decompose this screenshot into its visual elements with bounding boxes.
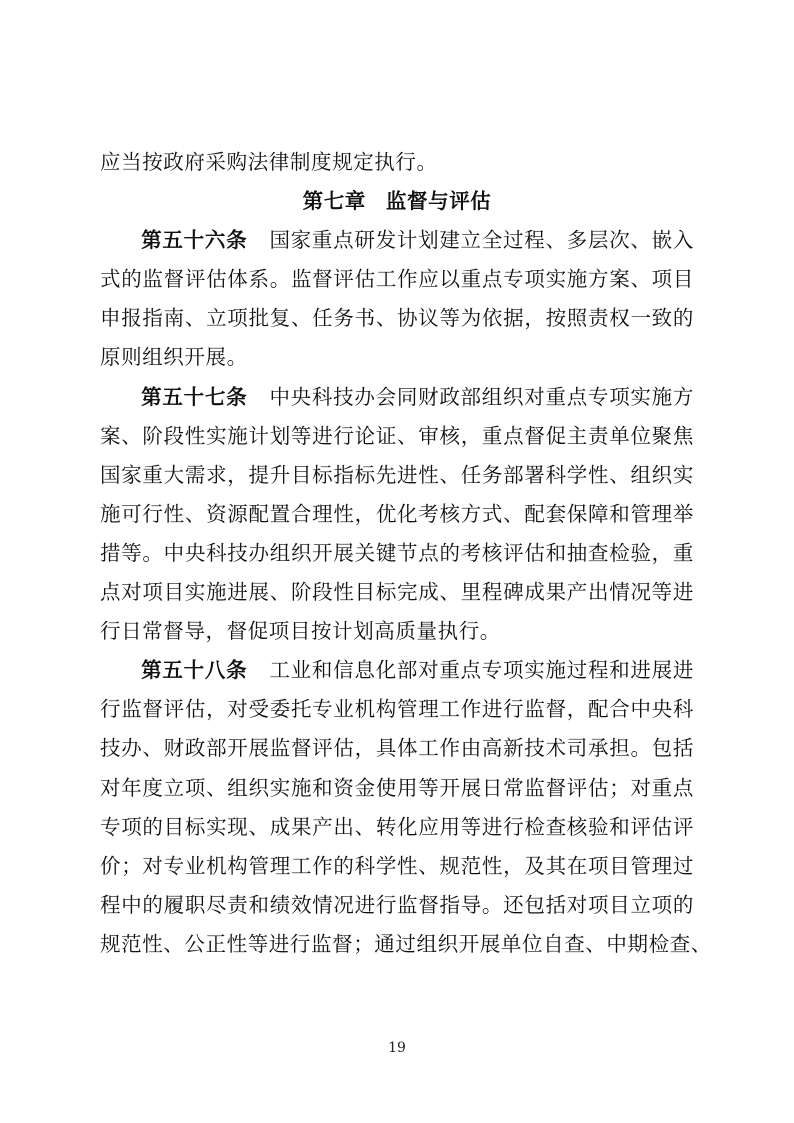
paragraph-line: 技办、财政部开展监督评估，具体工作由高新技术司承担。包括 <box>100 736 694 761</box>
paragraph-line: 施可行性、资源配置合理性，优化考核方式、配套保障和管理举 <box>100 501 694 526</box>
article-text: 工业和信息化部对重点专项实施过程和进展进 <box>269 658 695 683</box>
article-text: 国家重点研发计划建立全过程、多层次、嵌入 <box>269 228 695 253</box>
page-body <box>100 143 712 964</box>
paragraph-line: 规范性、公正性等进行监督；通过组织开展单位自查、中期检查、 <box>100 931 712 956</box>
paragraph-line: 申报指南、立项批复、任务书、协议等为依据，按照责权一致的 <box>100 306 694 331</box>
paragraph-line: 程中的履职尽责和绩效情况进行监督指导。还包括对项目立项的 <box>100 892 694 917</box>
paragraph-line: 价；对专业机构管理工作的科学性、规范性，及其在项目管理过 <box>100 853 694 878</box>
paragraph-line: 国家重大需求，提升目标指标先进性、任务部署科学性、组织实 <box>100 462 694 487</box>
paragraph-line: 措等。中央科技办组织开展关键节点的考核评估和抽查检验，重 <box>100 540 694 565</box>
paragraph-line <box>100 221 694 260</box>
article-58 <box>100 651 712 964</box>
article-number: 第五十七条 <box>141 384 248 409</box>
paragraph-line: 对年度立项、组织实施和资金使用等开展日常监督评估；对重点 <box>100 775 694 800</box>
lead-text-line: 应当按政府采购法律制度规定执行。 <box>100 150 438 174</box>
paragraph-line <box>100 651 694 690</box>
article-text: 中央科技办会同财政部组织对重点专项实施方 <box>269 384 695 409</box>
paragraph-line: 行日常督导，督促项目按计划高质量执行。 <box>100 619 501 644</box>
paragraph-line: 案、阶段性实施计划等进行论证、审核，重点督促主责单位聚焦 <box>100 423 694 448</box>
article-56 <box>100 221 694 377</box>
paragraph-line: 原则组织开展。 <box>100 345 248 370</box>
paragraph-line: 式的监督评估体系。监督评估工作应以重点专项实施方案、项目 <box>100 267 694 292</box>
article-number: 第五十六条 <box>141 228 248 253</box>
page-number: 19 <box>388 1040 406 1056</box>
paragraph-line: 专项的目标实现、成果产出、转化应用等进行检查核验和评估评 <box>100 814 694 839</box>
chapter-title: 监督与评估 <box>385 189 492 214</box>
paragraph-line <box>100 378 694 417</box>
article-number: 第五十八条 <box>141 658 248 683</box>
paragraph-line: 行监督评估，对受委托专业机构管理工作进行监督，配合中央科 <box>100 697 694 722</box>
chapter-heading <box>100 182 694 221</box>
chapter-number: 第七章 <box>302 189 366 214</box>
paragraph-line: 点对项目实施进展、阶段性目标完成、里程碑成果产出情况等进 <box>100 580 694 605</box>
article-57 <box>100 378 694 652</box>
